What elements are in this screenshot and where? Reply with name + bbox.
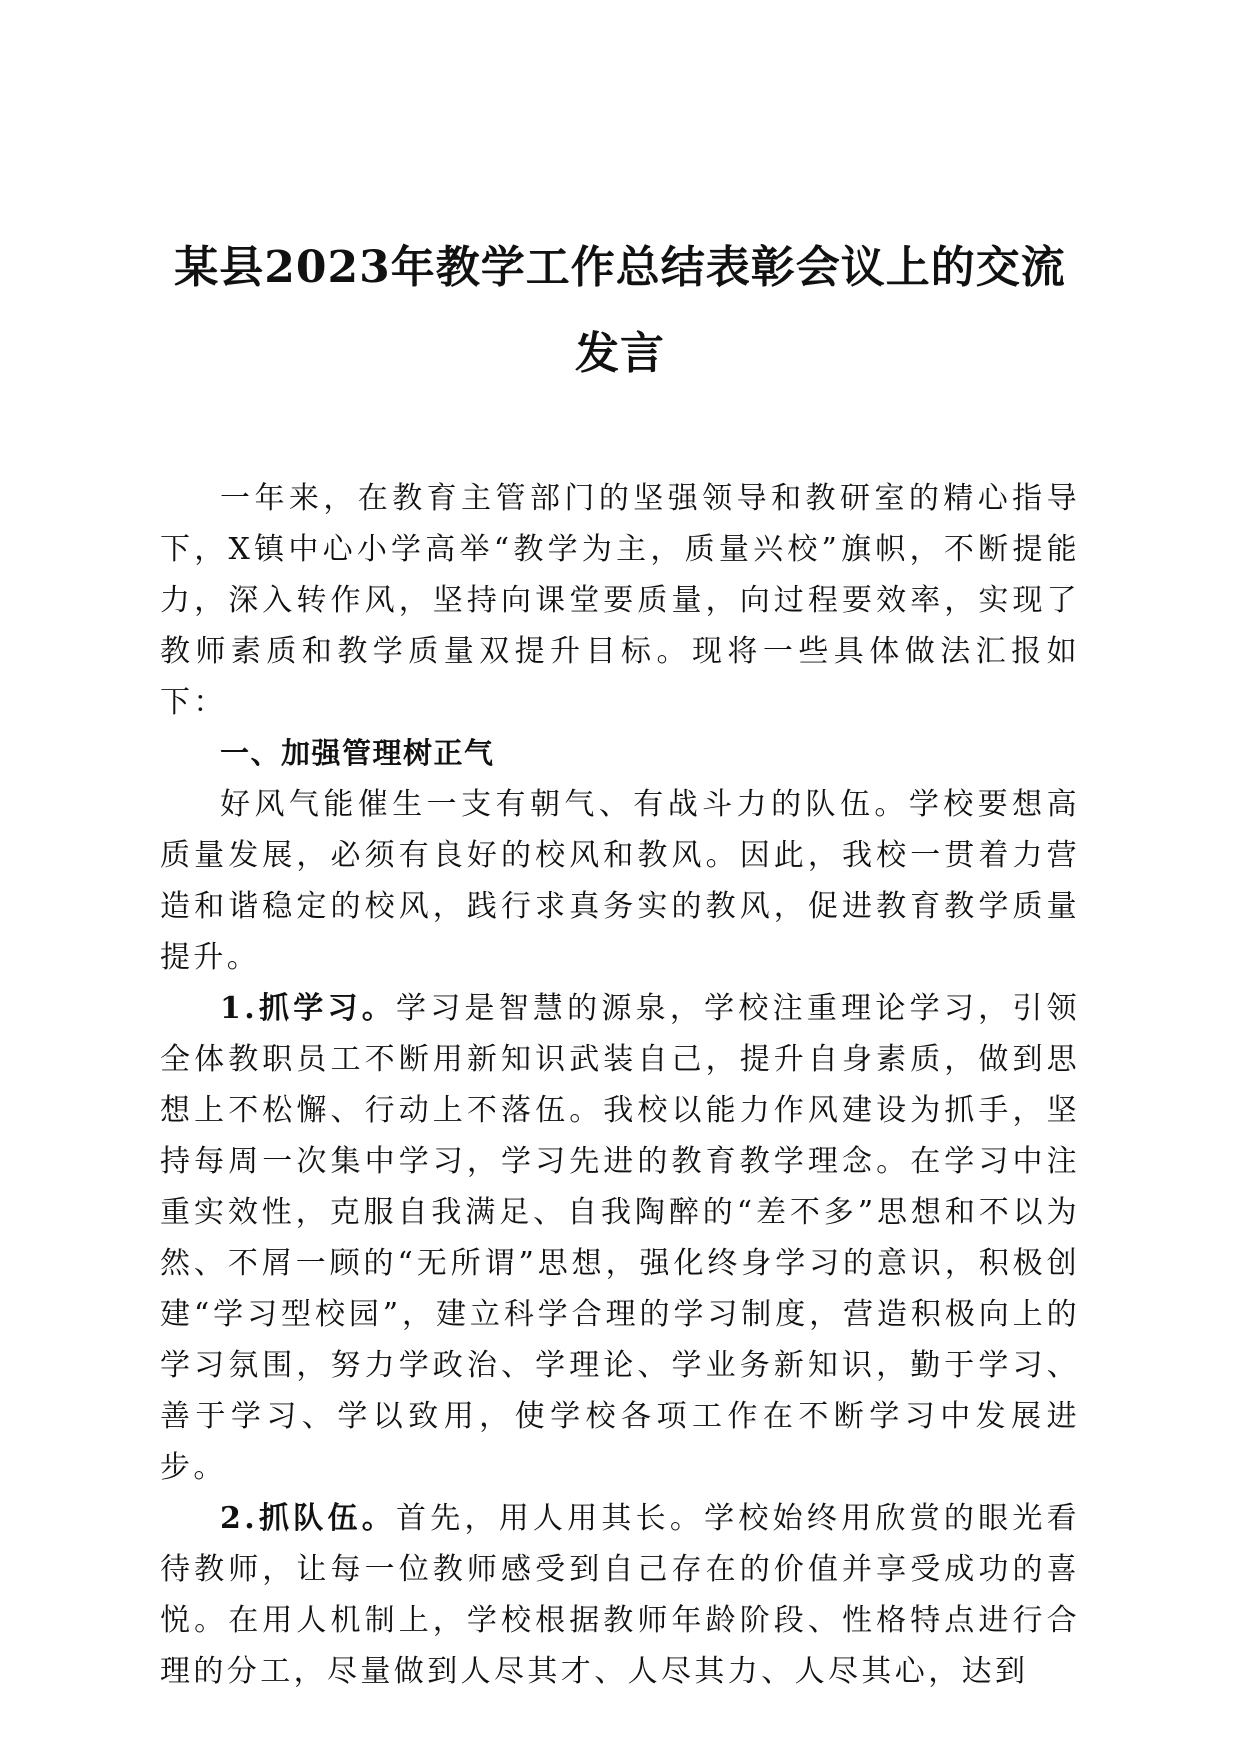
item-1-text: 学习是智慧的源泉，学校注重理论学习，引领全体教职员工不断用新知识武装自己，提升自身素质，做到思想上不松懈、行动上不落伍。我校以能力作风建设为抓手，坚持每周一次集中学习，学习先进的教育教学理念。在学习中注重实效性，克服自我满足、自我陶醉的“差不多”思想和不以为然、不屑一顾的“无所谓”思想，强化终身学习的意识，积极创建“学习型校园”，建立科学合理的学习制度，营造积极向上的学习氛围，努力学政治、学理论、学业务新知识，勤于学习、善于学习、学以致用，使学校各项工作在不断学习中发展进步。 [160,991,1081,1485]
section-1-paragraph: 好风气能催生一支有朝气、有战斗力的队伍。学校要想高质量发展，必须有良好的校风和教风。因此，我校一贯着力营造和谐稳定的校风，践行求真务实的教风，促进教育教学质量提升。 [160,787,1080,975]
title-line-1: 某县2023年教学工作总结表彰会议上的交流 [174,242,1066,293]
document-title [150,225,1090,397]
item-2-text: 首先，用人用其长。学校始终用欣赏的眼光看待教师，让每一位教师感受到自己存在的价值并享受成功的喜悦。在用人机制上，学校根据教师年龄阶段、性格特点进行合理的分工，尽量做到人尽其才、人尽其力、人尽其心，达到 [160,1501,1081,1689]
document-body [160,473,1080,1697]
item-2-lead: 2.抓队伍。 [220,1501,396,1536]
intro-paragraph: 一年来，在教育主管部门的坚强领导和教研室的精心指导下，X镇中心小学高举“教学为主，质量兴校”旗帜，不断提能力，深入转作风，坚持向课堂要质量，向过程要效率，实现了教师素质和教学质量双提升目标。现将一些具体做法汇报如下： [160,481,1080,720]
title-line-2: 发言 [575,328,665,379]
item-1-lead: 1.抓学习。 [220,991,396,1026]
item-1-paragraph [160,983,1080,1493]
item-2-paragraph [160,1493,1080,1697]
section-1-heading: 一、加强管理树正气 [220,736,495,770]
